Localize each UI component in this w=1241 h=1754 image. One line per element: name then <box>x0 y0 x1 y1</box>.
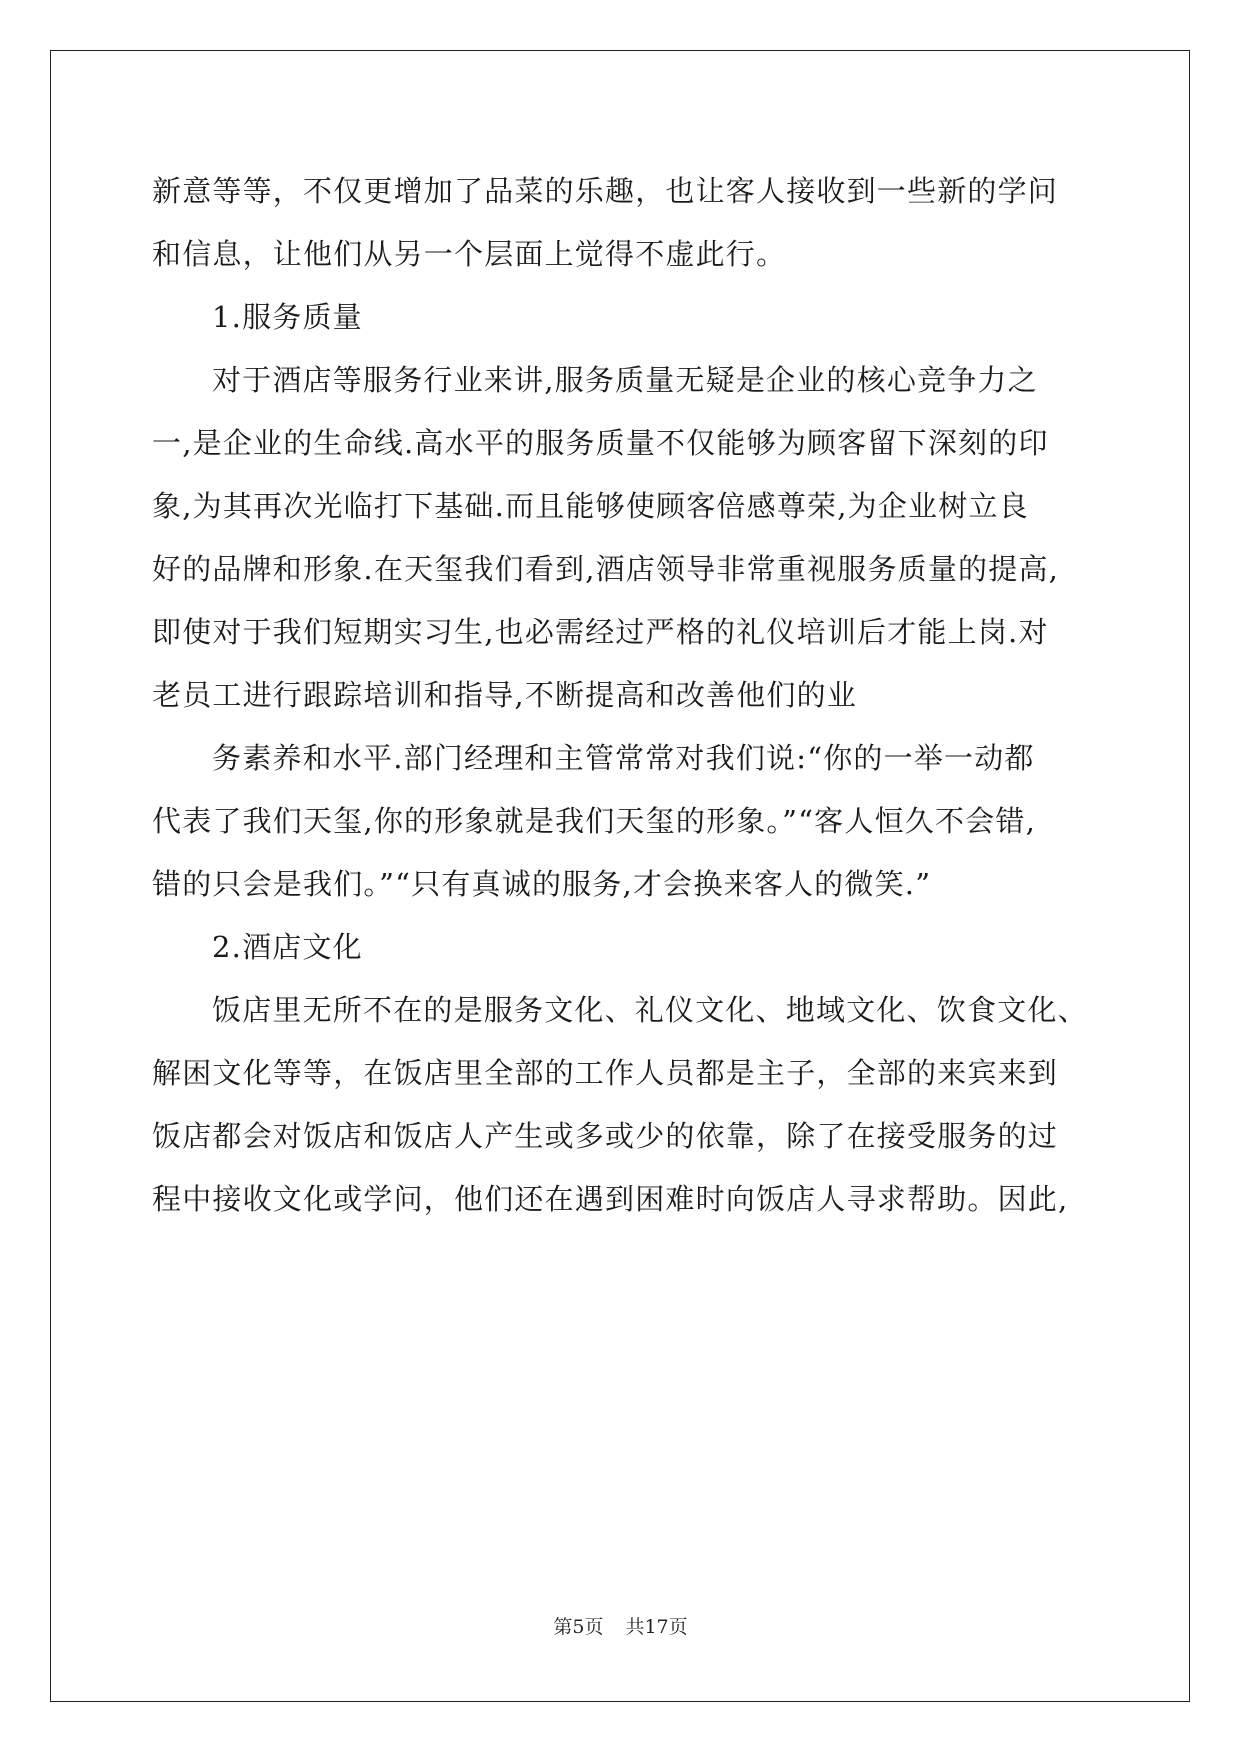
text-line: 好的品牌和形象.在天玺我们看到,酒店领导非常重视服务质量的提高, <box>152 552 1060 586</box>
text-line: 饭店都会对饭店和饭店人产生或多或少的依靠，除了在接受服务的过 <box>152 1119 1059 1153</box>
text-line: 对于酒店等服务行业来讲,服务质量无疑是企业的核心竞争力之 <box>212 363 1038 397</box>
text-line: 新意等等，不仅更增加了品菜的乐趣，也让客人接收到一些新的学问 <box>152 174 1059 208</box>
text-line: 老员工进行跟踪培训和指导,不断提高和改善他们的业 <box>152 678 858 712</box>
text-line: 程中接收文化或学问，他们还在遇到困难时向饭店人寻求帮助。因此, <box>152 1182 1069 1216</box>
section-heading: 2.酒店文化 <box>212 930 363 964</box>
section-heading: 1.服务质量 <box>212 300 363 334</box>
text-line: 即使对于我们短期实习生,也必需经过严格的礼仪培训后才能上岗.对 <box>152 615 1049 649</box>
text-line: 解困文化等等，在饭店里全部的工作人员都是主子，全部的来宾来到 <box>152 1056 1059 1090</box>
page-total: 共17页 <box>625 1616 688 1638</box>
text-line: 错的只会是我们。”“只有真诚的服务,才会换来客人的微笑.” <box>152 867 932 901</box>
text-line: 象,为其再次光临打下基础.而且能够使顾客倍感尊荣,为企业树立良 <box>152 489 1029 523</box>
document-body <box>152 160 1102 1231</box>
page-footer <box>0 1612 1241 1639</box>
text-line: 和信息，让他们从另一个层面上觉得不虚此行。 <box>152 237 787 271</box>
text-line: 务素养和水平.部门经理和主管常常对我们说:“你的一举一动都 <box>212 741 1035 775</box>
text-line: 代表了我们天玺,你的形象就是我们天玺的形象。”“客人恒久不会错, <box>152 804 1036 838</box>
text-line: 饭店里无所不在的是服务文化、礼仪文化、地域文化、饮食文化、 <box>212 993 1088 1027</box>
text-line: 一,是企业的生命线.高水平的服务质量不仅能够为顾客留下深刻的印 <box>152 426 1049 460</box>
page-number: 第5页 <box>553 1616 604 1638</box>
